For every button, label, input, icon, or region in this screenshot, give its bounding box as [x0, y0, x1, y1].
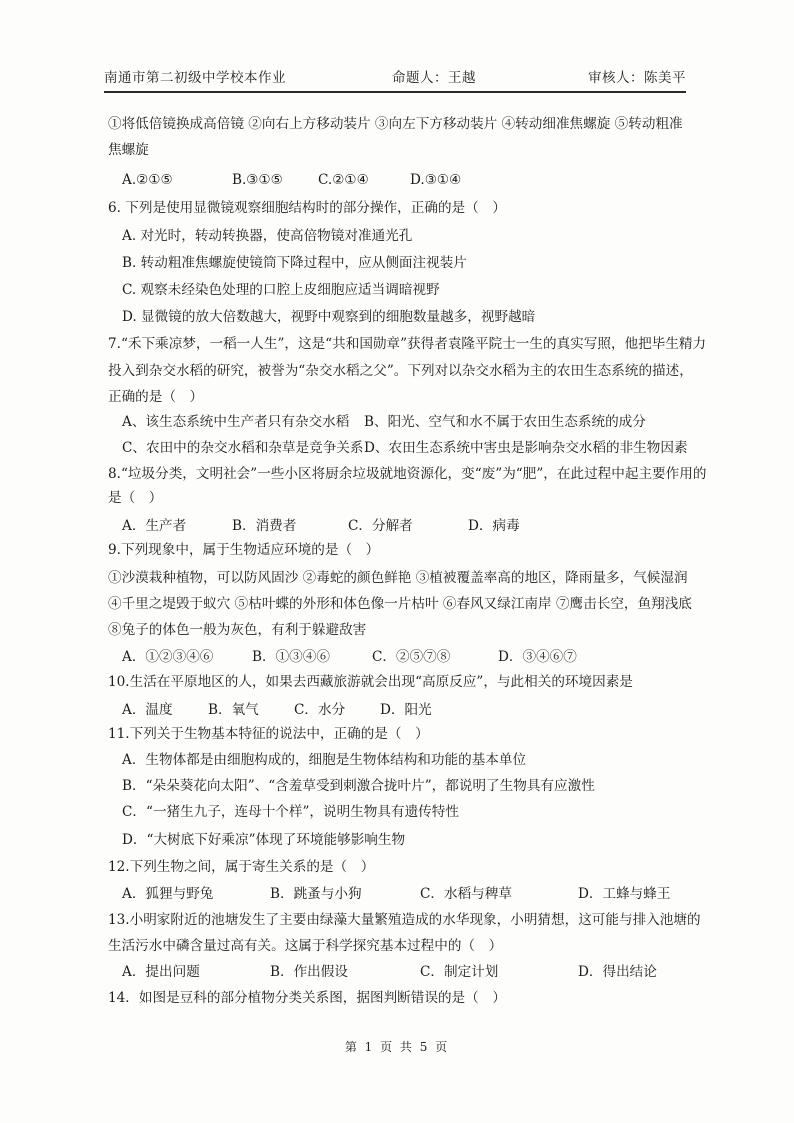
- q8-options: [122, 516, 682, 536]
- q7-option-b: B、阳光、空气和水不属于农田生态系统的成分: [364, 414, 646, 430]
- q5-options: [122, 170, 682, 190]
- q6-option-b: B. 转动粗准焦螺旋使镜筒下降过程中，应从侧面注视装片: [122, 255, 467, 271]
- q5-option-c: C.②①④: [318, 172, 369, 188]
- q7-option-a: A、该生态系统中生产者只有杂交水稻: [122, 414, 350, 430]
- q12-option-c: C．水稻与稗草: [420, 886, 512, 902]
- q7-option-c: C、农田中的杂交水稻和杂草是竞争关系: [122, 440, 364, 456]
- q5-option-d: D.③①④: [410, 172, 462, 188]
- q6-stem: 6. 下列是使用显微镜观察细胞结构时的部分操作，正确的是（ ）: [108, 200, 506, 216]
- q11-option-c: C．“一猪生九子，连母十个样”，说明生物具有遗传特性: [122, 804, 459, 820]
- q9-option-b: B．①③④⑥: [252, 649, 330, 665]
- q13-option-c: C．制定计划: [420, 964, 499, 980]
- q13-stem-line1: 13.小明家附近的池塘发生了主要由绿藻大量繁殖造成的水华现象，小明猜想，这可能与排入池塘的: [108, 912, 701, 928]
- q10-stem: 10.生活在平原地区的人，如果去西藏旅游就会出现“高原反应”，与此相关的环境因素是: [108, 674, 633, 690]
- q9-options: [122, 647, 682, 667]
- q9-stem: 9.下列现象中，属于生物适应环境的是（ ）: [108, 542, 380, 558]
- q11-stem: 11.下列关于生物基本特征的说法中，正确的是（ ）: [108, 726, 429, 742]
- q5-stem-line2: 焦螺旋: [108, 142, 149, 158]
- q8-stem-line2: 是（ ）: [108, 490, 163, 506]
- q12-option-b: B．跳蚤与小狗: [270, 886, 362, 902]
- q10-option-a: A．温度: [122, 702, 173, 718]
- q7-option-d: D、农田生态系统中害虫是影响杂交水稻的非生物因素: [364, 440, 688, 456]
- page-header: [104, 66, 686, 88]
- q11-option-a: A．生物体都是由细胞构成的，细胞是生物体结构和功能的基本单位: [122, 752, 527, 768]
- q7-options-row1: [122, 412, 682, 432]
- q5-stem-line1: ①将低倍镜换成高倍镜 ②向右上方移动装片 ③向左下方移动装片 ④转动细准焦螺旋 ⑤转动粗准: [108, 116, 683, 132]
- q9-option-d: D．③④⑥⑦: [498, 649, 577, 665]
- q12-option-a: A．狐狸与野兔: [122, 886, 214, 902]
- q11-option-d: D．“大树底下好乘凉”体现了环境能够影响生物: [122, 832, 406, 848]
- q8-stem-line1: 8.“垃圾分类，文明社会”一些小区将厨余垃圾就地资源化，变“废”为“肥”，在此过程中起主要作用的: [108, 466, 707, 482]
- q6-option-d: D. 显微镜的放大倍数越大，视野中观察到的细胞数量越多，视野越暗: [122, 309, 536, 325]
- q8-option-d: D．病毒: [468, 518, 520, 534]
- q10-options: [122, 700, 682, 720]
- q13-options: [122, 962, 682, 982]
- q8-option-a: A．生产者: [122, 518, 187, 534]
- q9-option-c: C．②⑤⑦⑧: [372, 649, 451, 665]
- q8-option-b: B．消费者: [232, 518, 297, 534]
- q9-items-line1: ①沙漠栽种植物，可以防风固沙 ②毒蛇的颜色鲜艳 ③植被覆盖率高的地区，降雨量多，气候湿润: [108, 570, 688, 586]
- page-footer: 第 1 页 共 5 页: [344, 1040, 450, 1054]
- q7-stem-line2: 投入到杂交水稻的研究，被誉为“杂交水稻之父”。下列对以杂交水稻为主的农田生态系统的描述，: [108, 363, 693, 379]
- q12-stem: 12.下列生物之间，属于寄生关系的是（ ）: [108, 859, 375, 875]
- q10-option-c: C．水分: [294, 702, 346, 718]
- q5-option-a: A.②①⑤: [122, 172, 173, 188]
- q9-items-line2: ④千里之堤毁于蚁穴 ⑤枯叶蝶的外形和体色像一片枯叶 ⑥春风又绿江南岸 ⑦鹰击长空，鱼翔浅底: [108, 596, 692, 612]
- q6-option-a: A. 对光时，转动转换器，使高倍物镜对准通光孔: [122, 228, 413, 244]
- q8-option-c: C．分解者: [348, 518, 413, 534]
- q7-stem-line3: 正确的是（ ）: [108, 389, 204, 405]
- reviewer-label: 审核人：陈美平: [588, 70, 686, 86]
- author-label: 命题人：王越: [392, 70, 476, 86]
- q6-option-c: C. 观察未经染色处理的口腔上皮细胞应适当调暗视野: [122, 282, 440, 298]
- q5-option-b: B.③①⑤: [232, 172, 283, 188]
- q12-option-d: D．工蜂与蜂王: [578, 886, 671, 902]
- q14-stem: 14．如图是豆科的部分植物分类关系图，据图判断错误的是（ ）: [108, 990, 506, 1006]
- q13-option-d: D．得出结论: [578, 964, 657, 980]
- q12-options: [122, 884, 682, 904]
- q11-option-b: B．“朵朵葵花向太阳”、“含羞草受到刺激合拢叶片”，都说明了生物具有应激性: [122, 778, 595, 794]
- q13-option-b: B．作出假设: [270, 964, 348, 980]
- q10-option-d: D．阳光: [380, 702, 432, 718]
- q7-stem-line1: 7.“禾下乘凉梦，一稻一人生”，这是“共和国勋章”获得者袁隆平院士一生的真实写照，他把毕生精力: [108, 336, 707, 352]
- q9-items-line3: ⑧兔子的体色一般为灰色，有利于躲避敌害: [108, 622, 367, 638]
- q10-option-b: B．氧气: [208, 702, 259, 718]
- q9-option-a: A．①②③④⑥: [122, 649, 214, 665]
- header-divider: [104, 91, 686, 93]
- q13-stem-line2: 生活污水中磷含量过高有关。这属于科学探究基本过程中的（ ）: [108, 938, 503, 954]
- q7-options-row2: [122, 438, 688, 458]
- school-name: 南通市第二初级中学校本作业: [104, 70, 286, 86]
- q13-option-a: A．提出问题: [122, 964, 200, 980]
